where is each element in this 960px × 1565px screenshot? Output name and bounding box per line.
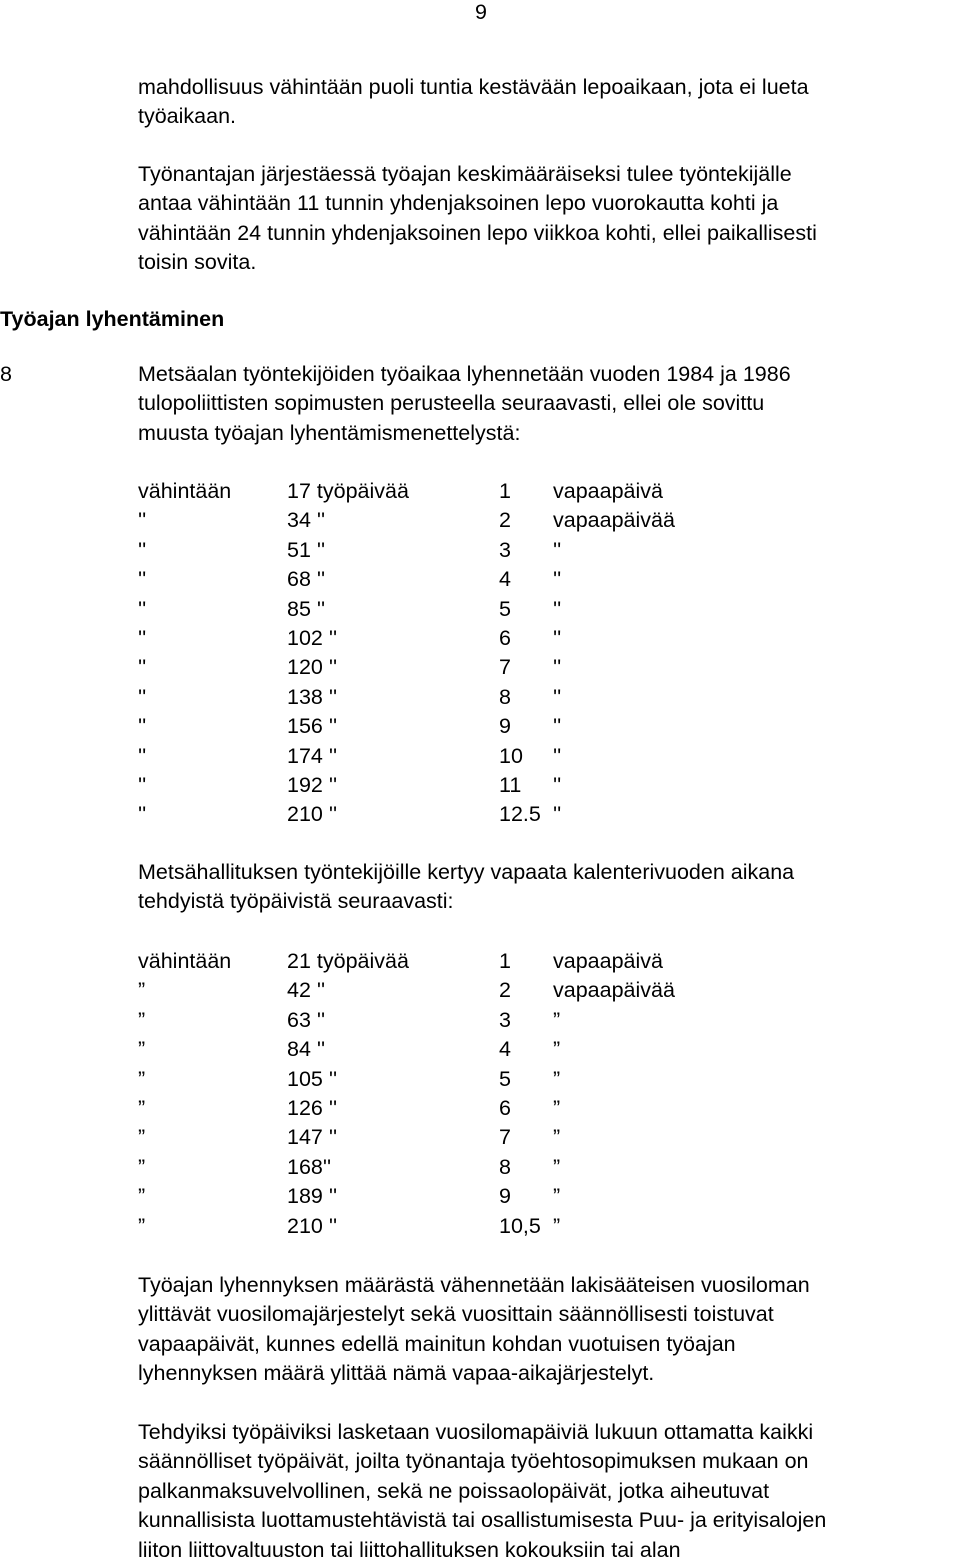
days-off-unit-cell: vapaapäivä	[553, 479, 663, 503]
text-line: Tehdyiksi työpäiviksi lasketaan vuosilomapäiviä lukuun ottamatta kaikki	[138, 1420, 814, 1444]
table-row	[0, 1006, 960, 1035]
workdays-cell: 85 ''	[287, 596, 326, 621]
table-row	[0, 771, 960, 800]
days-off-count-cell: 10,5	[499, 1213, 541, 1238]
qualifier-cell: ”	[138, 1125, 146, 1150]
table-row	[0, 976, 960, 1005]
rest-period-paragraph	[138, 160, 958, 278]
days-off-count-cell: 5	[499, 596, 511, 621]
days-off-unit-cell: ”	[553, 1125, 561, 1150]
qualifier-cell: ”	[138, 1184, 146, 1209]
qualifier-cell: ''	[138, 567, 147, 592]
table-row	[0, 1094, 960, 1123]
page-number: 9	[475, 0, 487, 24]
table-row	[0, 595, 960, 624]
workdays-cell: 51 ''	[287, 537, 326, 562]
table-row	[0, 1123, 960, 1152]
days-off-unit-cell: ''	[553, 714, 562, 739]
workdays-cell: 156 ''	[287, 714, 338, 739]
workdays-cell: 147 ''	[287, 1125, 338, 1150]
workdays-cell: 63 ''	[287, 1007, 326, 1032]
days-off-unit-cell: ''	[553, 743, 562, 768]
qualifier-cell: ”	[138, 1037, 146, 1062]
reduction-deduction-paragraph	[138, 1271, 958, 1389]
text-line: liiton liittovaltuuston tai liittohallituksen kokouksiin tai alan	[138, 1537, 681, 1562]
qualifier-cell: ''	[138, 684, 147, 709]
table-row	[0, 1153, 960, 1182]
days-off-count-cell: 1	[499, 949, 511, 973]
qualifier-cell: ''	[138, 537, 147, 562]
days-off-unit-cell: vapaapäivää	[553, 508, 675, 533]
table-row	[0, 536, 960, 565]
days-off-count-cell: 2	[499, 508, 511, 533]
workdays-paragraph	[138, 1418, 958, 1565]
table-row	[0, 742, 960, 771]
text-line: antaa vähintään 11 tunnin yhdenjaksoinen lepo vuorokautta kohti ja	[138, 191, 779, 216]
workdays-cell: 34 ''	[287, 508, 326, 533]
days-off-count-cell: 10	[499, 743, 523, 768]
table-row	[0, 800, 960, 829]
qualifier-cell: ”	[138, 1066, 146, 1091]
workdays-cell: 42 ''	[287, 978, 326, 1003]
text-line: Työnantajan järjestäessä työajan keskimääräiseksi tulee työntekijälle	[138, 162, 792, 186]
qualifier-cell: ”	[138, 1213, 146, 1238]
days-off-count-cell: 2	[499, 978, 511, 1003]
qualifier-cell: ”	[138, 1095, 146, 1120]
reduction-table-metsahallitus	[0, 947, 960, 1241]
days-off-count-cell: 5	[499, 1066, 511, 1091]
table-row	[0, 683, 960, 712]
qualifier-cell: ''	[138, 743, 147, 768]
workdays-cell: 68 ''	[287, 567, 326, 592]
qualifier-cell: ”	[138, 1007, 146, 1032]
text-line: toisin sovita.	[138, 250, 257, 275]
days-off-count-cell: 6	[499, 625, 511, 650]
text-line: työaikaan.	[138, 104, 237, 129]
days-off-unit-cell: ''	[553, 537, 562, 562]
qualifier-cell: ''	[138, 802, 147, 827]
workdays-cell: 102 ''	[287, 625, 338, 650]
days-off-unit-cell: vapaapäivää	[553, 978, 675, 1003]
workdays-cell: 17 työpäivää	[287, 479, 409, 503]
table-row	[0, 565, 960, 594]
days-off-unit-cell: ”	[553, 1066, 561, 1091]
days-off-count-cell: 4	[499, 567, 511, 592]
text-line: Metsäalan työntekijöiden työaikaa lyhennetään vuoden 1984 ja 1986	[138, 362, 791, 386]
text-line: Työajan lyhennyksen määrästä vähennetään lakisääteisen vuosiloman	[138, 1273, 810, 1297]
days-off-unit-cell: ”	[553, 1154, 561, 1179]
workdays-cell: 192 ''	[287, 772, 338, 797]
days-off-unit-cell: ''	[553, 655, 562, 680]
qualifier-cell: ''	[138, 772, 147, 797]
days-off-unit-cell: ”	[553, 1184, 561, 1209]
workdays-cell: 84 ''	[287, 1037, 326, 1062]
table-row	[0, 1065, 960, 1094]
text-line: ylittävät vuosilomajärjestelyt sekä vuosittain säännöllisesti toistuvat	[138, 1302, 774, 1327]
days-off-unit-cell: ''	[553, 772, 562, 797]
table-row	[0, 1035, 960, 1064]
days-off-unit-cell: ''	[553, 596, 562, 621]
metsahallitus-paragraph	[138, 858, 958, 917]
workdays-cell: 189 ''	[287, 1184, 338, 1209]
qualifier-cell: ''	[138, 625, 147, 650]
qualifier-cell: ''	[138, 655, 147, 680]
days-off-count-cell: 3	[499, 1007, 511, 1032]
days-off-unit-cell: ”	[553, 1213, 561, 1238]
workdays-cell: 126 ''	[287, 1095, 338, 1120]
days-off-unit-cell: ''	[553, 684, 562, 709]
days-off-unit-cell: ”	[553, 1007, 561, 1032]
workdays-cell: 138 ''	[287, 684, 338, 709]
qualifier-cell: ''	[138, 508, 147, 533]
qualifier-cell: vähintään	[138, 479, 232, 503]
qualifier-cell: ”	[138, 978, 146, 1003]
workdays-cell: 21 työpäivää	[287, 949, 409, 973]
days-off-unit-cell: vapaapäivä	[553, 949, 663, 973]
days-off-count-cell: 1	[499, 479, 511, 503]
intro-paragraph	[138, 73, 958, 132]
table-row	[0, 653, 960, 682]
text-line: Metsähallituksen työntekijöille kertyy vapaata kalenterivuoden aikana	[138, 860, 795, 884]
text-line: mahdollisuus vähintään puoli tuntia kestävään lepoaikaan, jota ei lueta	[138, 75, 809, 99]
text-line: tulopoliittisten sopimusten perusteella seuraavasti, ellei ole sovittu	[138, 391, 765, 416]
workdays-cell: 210 ''	[287, 1213, 338, 1238]
workdays-cell: 174 ''	[287, 743, 338, 768]
text-line: vapaapäivät, kunnes edellä mainitun kohdan vuotuisen työajan	[138, 1331, 736, 1356]
qualifier-cell: vähintään	[138, 949, 232, 973]
days-off-unit-cell: ''	[553, 567, 562, 592]
text-line: kunnallisista luottamustehtävistä tai osallistumisesta Puu- ja erityisalojen	[138, 1508, 827, 1533]
reduction-table-forestry	[0, 477, 960, 830]
days-off-count-cell: 7	[499, 655, 511, 680]
text-line: muusta työajan lyhentämismenettelystä:	[138, 420, 521, 445]
text-line: tehdyistä työpäivistä seuraavasti:	[138, 889, 454, 914]
workdays-cell: 105 ''	[287, 1066, 338, 1091]
days-off-count-cell: 8	[499, 1154, 511, 1179]
qualifier-cell: ''	[138, 714, 147, 739]
workdays-cell: 168''	[287, 1154, 332, 1179]
workdays-cell: 210 ''	[287, 802, 338, 827]
days-off-unit-cell: ''	[553, 625, 562, 650]
section-intro-paragraph	[138, 360, 958, 448]
days-off-count-cell: 7	[499, 1125, 511, 1150]
table-row	[0, 624, 960, 653]
qualifier-cell: ”	[138, 1154, 146, 1179]
days-off-count-cell: 12.5	[499, 802, 541, 827]
table-row	[0, 506, 960, 535]
table-row	[0, 712, 960, 741]
table-row	[0, 477, 960, 506]
text-line: vähintään 24 tunnin yhdenjaksoinen lepo viikkoa kohti, ellei paikallisesti	[138, 220, 817, 245]
table-row	[0, 947, 960, 976]
days-off-count-cell: 11	[499, 772, 522, 797]
days-off-unit-cell: ''	[553, 802, 562, 827]
workdays-cell: 120 ''	[287, 655, 338, 680]
text-line: säännölliset työpäivät, joilta työnantaja työehtosopimuksen mukaan on	[138, 1449, 809, 1474]
days-off-unit-cell: ”	[553, 1037, 561, 1062]
days-off-count-cell: 8	[499, 684, 511, 709]
days-off-count-cell: 6	[499, 1095, 511, 1120]
section-heading: Työajan lyhentäminen	[0, 307, 225, 331]
days-off-count-cell: 9	[499, 714, 511, 739]
qualifier-cell: ''	[138, 596, 147, 621]
table-row	[0, 1212, 960, 1241]
days-off-count-cell: 3	[499, 537, 511, 562]
days-off-unit-cell: ”	[553, 1095, 561, 1120]
days-off-count-cell: 9	[499, 1184, 511, 1209]
text-line: lyhennyksen määrä ylittää nämä vapaa-aikajärjestelyt.	[138, 1361, 655, 1386]
section-number: 8	[0, 362, 12, 386]
text-line: palkanmaksuvelvollinen, sekä ne poissaolopäivät, jotka aiheutuvat	[138, 1478, 770, 1503]
days-off-count-cell: 4	[499, 1037, 511, 1062]
table-row	[0, 1182, 960, 1211]
